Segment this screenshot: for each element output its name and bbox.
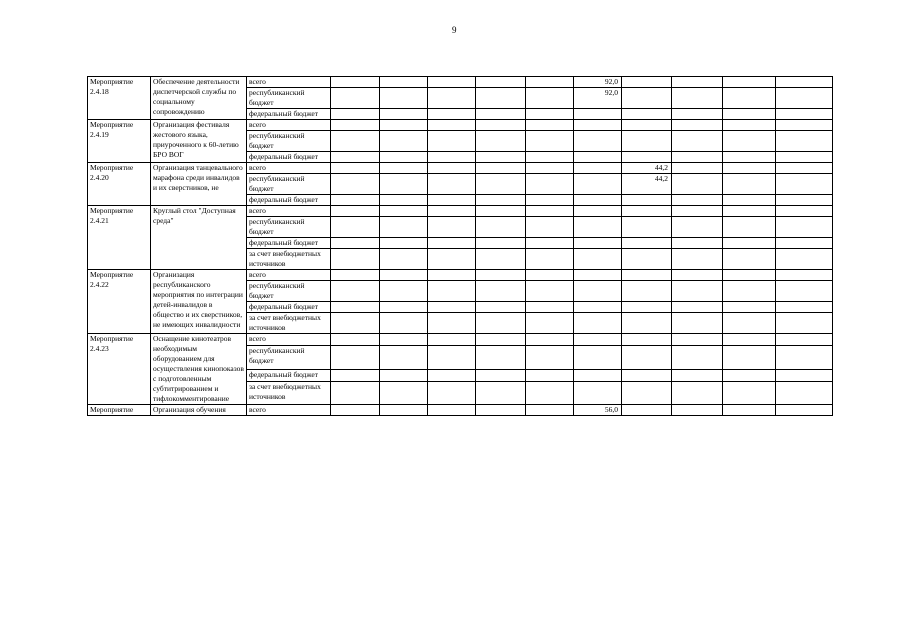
value-cell (574, 334, 622, 346)
value-cell (622, 369, 672, 381)
value-cell (331, 163, 380, 174)
value-cell (672, 238, 723, 249)
value-cell (672, 381, 723, 404)
value-cell (476, 334, 526, 346)
table-row (88, 206, 833, 217)
funding-source-cell: федеральный бюджет (247, 238, 331, 249)
value-cell (622, 206, 672, 217)
value-cell (776, 270, 833, 281)
value-cell (476, 120, 526, 131)
value-cell (672, 77, 723, 88)
value-cell (526, 405, 574, 416)
value-cell (380, 405, 428, 416)
funding-source-cell: республиканский бюджет (247, 281, 331, 302)
measure-description-cell: Организация танцевального марафона среди инвалидов и их сверстников, не (151, 163, 247, 206)
value-cell (622, 270, 672, 281)
value-cell (428, 88, 476, 109)
funding-source-cell: всего (247, 206, 331, 217)
value-cell (526, 270, 574, 281)
value-cell (723, 195, 776, 206)
value-cell (672, 270, 723, 281)
value-cell (331, 270, 380, 281)
value-cell (776, 120, 833, 131)
value-cell (723, 270, 776, 281)
value-cell (526, 346, 574, 369)
table-row (88, 405, 833, 416)
value-cell (723, 131, 776, 152)
measure-description-cell: Обеспечение деятельности диспетчерской службы по социальному сопровождению (151, 77, 247, 120)
value-cell (526, 302, 574, 313)
value-cell (331, 249, 380, 270)
value-cell (776, 131, 833, 152)
value-cell (622, 152, 672, 163)
value-cell (723, 369, 776, 381)
funding-source-cell: федеральный бюджет (247, 195, 331, 206)
value-cell (723, 174, 776, 195)
value-cell (723, 238, 776, 249)
value-cell (574, 249, 622, 270)
value-cell (672, 249, 723, 270)
value-cell (776, 195, 833, 206)
value-cell (574, 217, 622, 238)
value-cell (622, 195, 672, 206)
value-cell (476, 206, 526, 217)
funding-source-cell: республиканский бюджет (247, 88, 331, 109)
funding-source-cell: федеральный бюджет (247, 302, 331, 313)
value-cell (672, 88, 723, 109)
value-cell (380, 163, 428, 174)
value-cell (380, 217, 428, 238)
value-cell (723, 206, 776, 217)
value-cell (380, 270, 428, 281)
value-cell (428, 77, 476, 88)
value-cell (723, 302, 776, 313)
value-cell (476, 302, 526, 313)
value-cell (428, 195, 476, 206)
measure-description-cell-text: Организация обучения (153, 405, 226, 414)
value-cell (723, 88, 776, 109)
value-cell (526, 313, 574, 334)
value-cell (776, 346, 833, 369)
value-cell (380, 174, 428, 195)
value-cell (526, 174, 574, 195)
value-cell (526, 381, 574, 404)
value-cell: 44,2 (622, 174, 672, 195)
value-cell (380, 346, 428, 369)
value-cell (723, 152, 776, 163)
value-cell (380, 88, 428, 109)
value-cell (331, 120, 380, 131)
value-cell (622, 381, 672, 404)
value-cell (776, 334, 833, 346)
value-cell (331, 174, 380, 195)
value-cell (331, 381, 380, 404)
value-cell (526, 163, 574, 174)
value-cell (428, 381, 476, 404)
value-cell (380, 369, 428, 381)
value-cell (428, 152, 476, 163)
value-cell (574, 131, 622, 152)
value-cell (428, 217, 476, 238)
value-cell (428, 249, 476, 270)
value-cell (476, 249, 526, 270)
page-number: 9 (452, 25, 457, 35)
value-cell (526, 88, 574, 109)
funding-source-cell: всего (247, 77, 331, 88)
value-cell (622, 302, 672, 313)
value-cell (776, 238, 833, 249)
budget-table (87, 76, 833, 416)
value-cell (331, 369, 380, 381)
value-cell (380, 120, 428, 131)
value-cell (380, 381, 428, 404)
value-cell (331, 88, 380, 109)
value-cell (723, 405, 776, 416)
value-cell (331, 238, 380, 249)
value-cell (331, 152, 380, 163)
value-cell (672, 369, 723, 381)
value-cell (476, 174, 526, 195)
value-cell (380, 302, 428, 313)
value-cell (723, 163, 776, 174)
table-row (88, 334, 833, 346)
value-cell (526, 109, 574, 120)
value-cell: 92,0 (574, 88, 622, 109)
value-cell (723, 109, 776, 120)
measure-title-cell: Мероприятие 2.4.18 (88, 77, 151, 120)
value-cell (574, 302, 622, 313)
funding-source-cell: за счет внебюджетных источников (247, 313, 331, 334)
value-cell (428, 238, 476, 249)
value-cell (574, 174, 622, 195)
table-row (88, 77, 833, 88)
value-cell (380, 313, 428, 334)
value-cell (331, 206, 380, 217)
value-cell (672, 405, 723, 416)
value-cell (476, 313, 526, 334)
value-cell (723, 281, 776, 302)
value-cell (723, 313, 776, 334)
funding-source-cell: федеральный бюджет (247, 152, 331, 163)
value-cell (622, 249, 672, 270)
value-cell (331, 109, 380, 120)
value-cell (476, 163, 526, 174)
value-cell (776, 77, 833, 88)
value-cell (380, 152, 428, 163)
funding-source-cell: всего (247, 120, 331, 131)
funding-source-cell: за счет внебюджетных источников (247, 381, 331, 404)
value-cell (574, 206, 622, 217)
value-cell (776, 163, 833, 174)
value-cell (476, 109, 526, 120)
value-cell (380, 77, 428, 88)
measure-title-cell: Мероприятие 2.4.22 (88, 270, 151, 334)
value-cell (526, 281, 574, 302)
value-cell (672, 152, 723, 163)
funding-source-cell-text: всего (249, 405, 266, 414)
measure-title-cell: Мероприятие 2.4.20 (88, 163, 151, 206)
value-cell (574, 346, 622, 369)
value-cell (776, 174, 833, 195)
value-cell (380, 281, 428, 302)
measure-title-cell: Мероприятие 2.4.21 (88, 206, 151, 270)
measure-title-cell: Мероприятие 2.4.23 (88, 334, 151, 405)
value-cell (574, 195, 622, 206)
funding-source-cell: федеральный бюджет (247, 109, 331, 120)
value-cell (672, 313, 723, 334)
value-cell (380, 334, 428, 346)
value-cell (476, 270, 526, 281)
value-cell (331, 217, 380, 238)
measure-description-cell: Организация фестиваля жестового языка, приуроченного к 60-летию БРО ВОГ (151, 120, 247, 163)
value-cell (428, 109, 476, 120)
value-cell (622, 405, 672, 416)
value-cell (574, 281, 622, 302)
value-cell (776, 281, 833, 302)
value-cell (776, 152, 833, 163)
value-cell (723, 346, 776, 369)
value-cell (428, 120, 476, 131)
value-cell (574, 152, 622, 163)
value-cell (622, 346, 672, 369)
value-cell (331, 281, 380, 302)
value-cell (574, 313, 622, 334)
value-cell (574, 238, 622, 249)
value-cell (526, 249, 574, 270)
value-cell (723, 381, 776, 404)
value-cell (776, 206, 833, 217)
value-cell (723, 334, 776, 346)
value-cell (672, 346, 723, 369)
funding-source-cell: республиканский бюджет (247, 346, 331, 369)
funding-source-cell: республиканский бюджет (247, 174, 331, 195)
value-cell (574, 120, 622, 131)
funding-source-cell: федеральный бюджет (247, 369, 331, 381)
value-cell (428, 313, 476, 334)
value-cell (526, 120, 574, 131)
value-cell (331, 77, 380, 88)
value-cell (776, 313, 833, 334)
value-cell (622, 217, 672, 238)
measure-description-cell: Организация республиканского мероприятия по интеграции детей-инвалидов в общество и их сверстников, не имеющих инвалидности (151, 270, 247, 334)
value-cell (476, 131, 526, 152)
value-cell (672, 195, 723, 206)
value-cell (672, 174, 723, 195)
value-cell (776, 405, 833, 416)
value-cell (526, 217, 574, 238)
value-cell (672, 131, 723, 152)
value-cell (622, 334, 672, 346)
value-cell (428, 163, 476, 174)
value-cell (428, 131, 476, 152)
value-cell (476, 152, 526, 163)
value-cell (331, 195, 380, 206)
value-cell (380, 206, 428, 217)
value-cell (574, 109, 622, 120)
value-cell (574, 270, 622, 281)
value-cell (526, 238, 574, 249)
value-cell (331, 334, 380, 346)
value-cell (723, 217, 776, 238)
value-cell (380, 131, 428, 152)
value-cell (428, 334, 476, 346)
value-cell (672, 163, 723, 174)
value-cell (776, 381, 833, 404)
measure-title-cell: Мероприятие 2.4.19 (88, 120, 151, 163)
value-cell (574, 369, 622, 381)
value-cell (776, 109, 833, 120)
measure-title-cell-text: Мероприятие (90, 405, 134, 414)
table-row (88, 270, 833, 281)
measure-description-cell (151, 405, 247, 416)
value-cell (476, 281, 526, 302)
table-row (88, 163, 833, 174)
measure-title-cell (88, 405, 151, 416)
value-cell (622, 109, 672, 120)
funding-source-cell: республиканский бюджет (247, 131, 331, 152)
funding-source-cell: всего (247, 270, 331, 281)
value-cell (574, 381, 622, 404)
value-cell (331, 302, 380, 313)
funding-source-cell: всего (247, 334, 331, 346)
value-cell (428, 270, 476, 281)
funding-source-cell: республиканский бюджет (247, 217, 331, 238)
value-cell (476, 381, 526, 404)
table-row (88, 120, 833, 131)
value-cell (574, 163, 622, 174)
value-cell (380, 195, 428, 206)
value-cell (622, 313, 672, 334)
value-cell (428, 281, 476, 302)
value-cell (380, 238, 428, 249)
value-cell (476, 405, 526, 416)
value-cell (672, 281, 723, 302)
value-cell (776, 369, 833, 381)
value-cell (622, 120, 672, 131)
value-cell (428, 405, 476, 416)
value-cell (526, 195, 574, 206)
value-cell: 44,2 (622, 163, 672, 174)
value-cell (476, 195, 526, 206)
value-cell (776, 249, 833, 270)
measure-description-cell: Оснащение кинотеатров необходимым оборудованием для осуществления кинопоказов с подготовленным субтитрированием и тифлокомментирование (151, 334, 247, 405)
value-cell (476, 238, 526, 249)
value-cell (380, 249, 428, 270)
value-cell (526, 77, 574, 88)
value-cell (622, 238, 672, 249)
value-cell (526, 131, 574, 152)
value-cell (331, 313, 380, 334)
value-cell: 92,0 (574, 77, 622, 88)
value-cell (672, 120, 723, 131)
value-cell (672, 206, 723, 217)
value-cell (331, 405, 380, 416)
measure-description-cell: Круглый стол "Доступная среда" (151, 206, 247, 270)
value-cell (526, 206, 574, 217)
value-cell (428, 369, 476, 381)
funding-source-cell: всего (247, 163, 331, 174)
value-cell (622, 88, 672, 109)
value-cell (476, 369, 526, 381)
value-cell (526, 369, 574, 381)
value-cell (476, 77, 526, 88)
value-cell (526, 334, 574, 346)
value-cell (476, 346, 526, 369)
value-cell (428, 206, 476, 217)
value-cell (672, 302, 723, 313)
value-cell (672, 217, 723, 238)
funding-source-cell: за счет внебюджетных источников (247, 249, 331, 270)
value-cell (776, 88, 833, 109)
value-cell (428, 302, 476, 313)
value-cell (622, 131, 672, 152)
value-cell (723, 120, 776, 131)
value-cell (476, 217, 526, 238)
value-cell: 56,0 (574, 405, 622, 416)
value-cell (723, 249, 776, 270)
value-cell (526, 152, 574, 163)
value-cell (331, 346, 380, 369)
value-cell (672, 334, 723, 346)
value-cell (622, 281, 672, 302)
value-cell (476, 88, 526, 109)
value-cell (622, 77, 672, 88)
value-cell (428, 174, 476, 195)
value-cell (428, 346, 476, 369)
value-cell (331, 131, 380, 152)
value-cell (672, 109, 723, 120)
funding-source-cell (247, 405, 331, 416)
value-cell (723, 77, 776, 88)
value-cell (380, 109, 428, 120)
value-cell (776, 217, 833, 238)
value-cell (776, 302, 833, 313)
